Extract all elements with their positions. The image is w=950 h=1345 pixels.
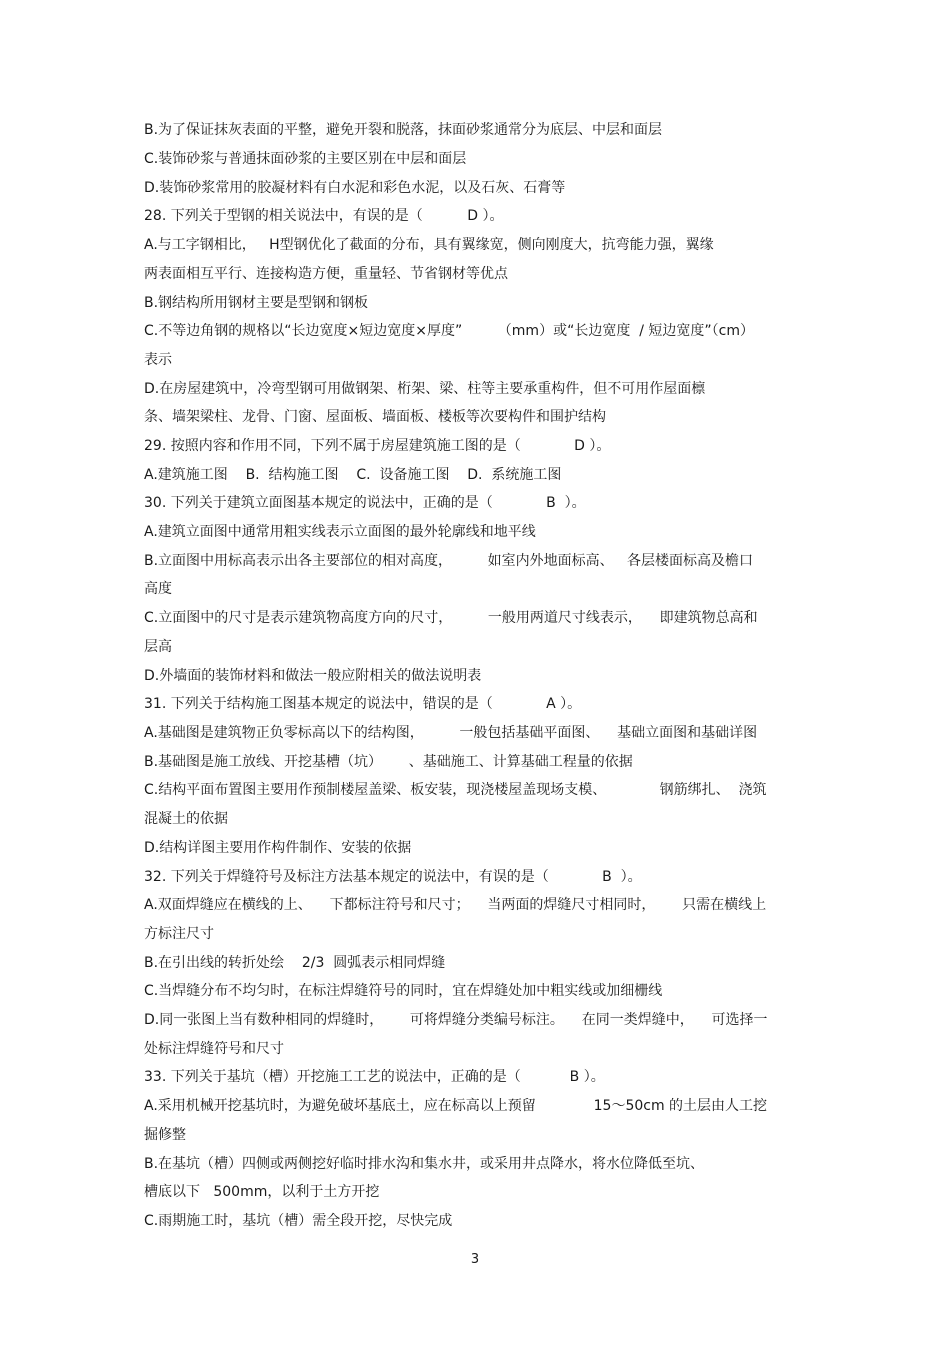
- text-line: D.外墙面的装饰材料和做法一般应附相关的做法说明表: [144, 668, 482, 684]
- text-line: 混凝土的依据: [144, 811, 228, 827]
- text-line: C.不等边角钢的规格以“长边宽度×短边宽度×厚度” （mm）或“长边宽度 / 短边宽度”（cm）: [144, 323, 754, 339]
- text-line: C.立面图中的尺寸是表示建筑物高度方向的尺寸， 一般用两道尺寸线表示， 即建筑物总高和: [144, 610, 758, 626]
- text-line: A.建筑立面图中通常用粗实线表示立面图的最外轮廓线和地平线: [144, 524, 536, 540]
- text-line: A.基础图是建筑物正负零标高以下的结构图， 一般包括基础平面图、 基础立面图和基础详图: [144, 725, 758, 741]
- text-line: D.在房屋建筑中，冷弯型钢可用做钢架、桁架、梁、柱等主要承重构件，但不可用作屋面檩: [144, 381, 706, 397]
- text-line: 33. 下列关于基坑（槽）开挖施工工艺的说法中，正确的是（ B ）。: [144, 1069, 605, 1085]
- text-line: A.建筑施工图 B. 结构施工图 C. 设备施工图 D. 系统施工图: [144, 467, 562, 483]
- text-line: B.为了保证抹灰表面的平整，避免开裂和脱落，抹面砂浆通常分为底层、中层和面层: [144, 122, 663, 138]
- text-line: 槽底以下 500mm，以利于土方开挖: [144, 1184, 380, 1200]
- text-line: B.钢结构所用钢材主要是型钢和钢板: [144, 295, 369, 311]
- text-line: B.基础图是施工放线、开挖基槽（坑） 、基础施工、计算基础工程量的依据: [144, 754, 633, 770]
- text-line: 掘修整: [144, 1127, 186, 1143]
- text-line: 29. 按照内容和作用不同，下列不属于房屋建筑施工图的是（ D ）。: [144, 438, 611, 454]
- text-line: C.雨期施工时，基坑（槽）需全段开挖，尽快完成: [144, 1213, 453, 1229]
- text-line: B.在基坑（槽）四侧或两侧挖好临时排水沟和集水井，或采用井点降水，将水位降低至坑、: [144, 1156, 705, 1172]
- text-line: 30. 下列关于建筑立面图基本规定的说法中，正确的是（ B ）。: [144, 495, 586, 511]
- text-line: D.结构详图主要用作构件制作、安装的依据: [144, 840, 412, 856]
- text-line: B.在引出线的转折处绘 2/3 圆弧表示相同焊缝: [144, 955, 446, 971]
- text-line: C.当焊缝分布不均匀时，在标注焊缝符号的同时，宜在焊缝处加中粗实线或加细栅线: [144, 983, 663, 999]
- text-line: 条、墙架梁柱、龙骨、门窗、屋面板、墙面板、楼板等次要构件和围护结构: [144, 409, 606, 425]
- text-line: 28. 下列关于型钢的相关说法中，有误的是（ D ）。: [144, 208, 504, 224]
- text-line: 31. 下列关于结构施工图基本规定的说法中，错误的是（ A ）。: [144, 696, 582, 712]
- text-line: D.装饰砂浆常用的胶凝材料有白水泥和彩色水泥，以及石灰、石膏等: [144, 180, 566, 196]
- text-line: D.同一张图上当有数种相同的焊缝时， 可将焊缝分类编号标注。 在同一类焊缝中， 可选择一: [144, 1012, 768, 1028]
- text-line: B.立面图中用标高表示出各主要部位的相对高度， 如室内外地面标高、 各层楼面标高及檐口: [144, 553, 754, 569]
- page-number: 3: [470, 1252, 480, 1267]
- text-line: 层高: [144, 639, 172, 655]
- text-line: 32. 下列关于焊缝符号及标注方法基本规定的说法中，有误的是（ B ）。: [144, 869, 642, 885]
- text-line: C.结构平面布置图主要用作预制楼屋盖梁、板安装，现浇楼屋盖现场支模、 钢筋绑扎、 浇筑: [144, 782, 767, 798]
- text-line: 两表面相互平行、连接构造方便，重量轻、节省钢材等优点: [144, 266, 508, 282]
- text-line: 表示: [144, 352, 172, 368]
- text-line: C.装饰砂浆与普通抹面砂浆的主要区别在中层和面层: [144, 151, 467, 167]
- text-line: A.双面焊缝应在横线的上、 下都标注符号和尺寸； 当两面的焊缝尺寸相同时， 只需在横线上: [144, 897, 767, 913]
- text-line: 处标注焊缝符号和尺寸: [144, 1041, 284, 1057]
- text-line: 高度: [144, 581, 172, 597]
- text-line: 方标注尺寸: [144, 926, 214, 942]
- text-line: A.采用机械开挖基坑时，为避免破坏基底土，应在标高以上预留 15～50cm 的土层由人工挖: [144, 1098, 768, 1114]
- text-line: A.与工字钢相比， H型钢优化了截面的分布，具有翼缘宽，侧向刚度大，抗弯能力强，翼缘: [144, 237, 714, 253]
